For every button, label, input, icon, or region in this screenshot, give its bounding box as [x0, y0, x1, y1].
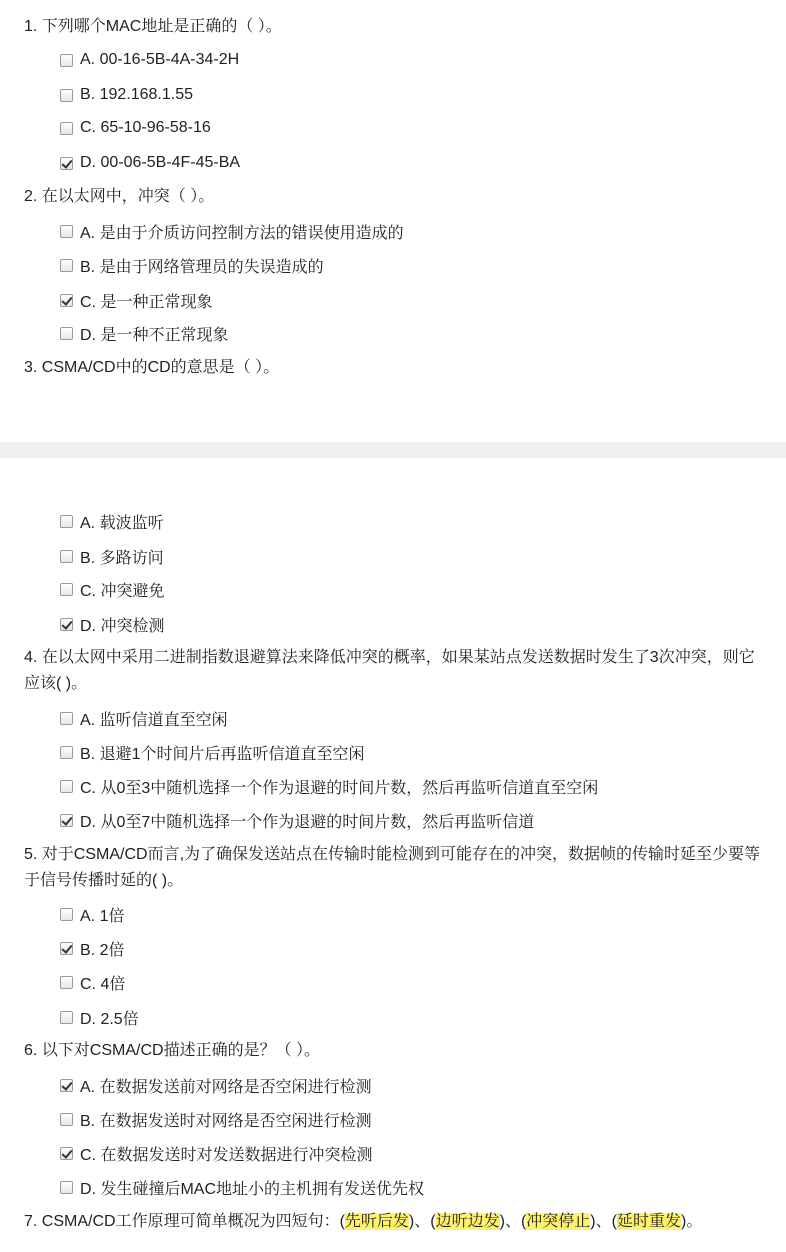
option-label: C. 65-10-96-58-16	[80, 119, 211, 136]
checkbox[interactable]	[60, 54, 73, 67]
q6-option-b[interactable]	[60, 1108, 372, 1130]
q7-answer-3: 冲突停止	[526, 1213, 591, 1230]
q3-option-d[interactable]	[60, 613, 164, 635]
q6-option-d[interactable]	[60, 1176, 424, 1198]
q5-option-d[interactable]	[60, 1006, 139, 1028]
option-label: B. 多路访问	[80, 549, 164, 567]
page-divider	[0, 442, 786, 458]
option-label: D. 冲突检测	[80, 617, 165, 635]
question-3-stem: 3. CSMA/CD中的CD的意思是（ ）。	[24, 359, 280, 376]
option-label: A. 1倍	[80, 907, 125, 925]
question-5-stem: 5. 对于CSMA/CD而言,为了确保发送站点在传输时能检测到可能存在的冲突，数据帧的传输时延至少要等于信号传播时延的( )。	[24, 846, 761, 889]
q5-option-c[interactable]	[60, 971, 125, 993]
question-6-stem: 6. 以下对CSMA/CD描述正确的是？（ ）。	[24, 1042, 321, 1059]
option-label: C. 冲突避免	[80, 582, 165, 600]
checkbox-checked[interactable]	[60, 1147, 73, 1160]
checkbox[interactable]	[60, 515, 73, 528]
question-7-stem	[24, 1209, 768, 1235]
q1-option-d[interactable]	[60, 152, 240, 174]
q2-option-b[interactable]	[60, 254, 324, 276]
q7-answer-2: 边听边发	[435, 1213, 500, 1230]
checkbox[interactable]	[60, 908, 73, 921]
q3-option-c[interactable]	[60, 578, 164, 600]
checkbox-checked[interactable]	[60, 618, 73, 631]
q6-option-a[interactable]	[60, 1074, 372, 1096]
option-label: A. 是由于介质访问控制方法的错误使用造成的	[80, 224, 404, 242]
option-label: B. 是由于网络管理员的失误造成的	[80, 258, 324, 276]
q7-prefix: 7. CSMA/CD工作原理可简单概况为四短句：(	[24, 1213, 345, 1230]
option-label: A. 00-16-5B-4A-34-2H	[80, 51, 240, 68]
q4-option-d[interactable]	[60, 809, 534, 831]
checkbox-checked[interactable]	[60, 942, 73, 955]
checkbox-checked[interactable]	[60, 1079, 73, 1092]
checkbox-checked[interactable]	[60, 294, 73, 307]
option-label: C. 4倍	[80, 975, 126, 993]
q2-option-c[interactable]	[60, 289, 212, 311]
q7-separator: )、(	[408, 1213, 436, 1230]
option-label: D. 2.5倍	[80, 1010, 139, 1028]
q4-option-c[interactable]	[60, 775, 598, 797]
option-label: C. 是一种正常现象	[80, 293, 213, 311]
q6-option-c[interactable]	[60, 1142, 372, 1164]
option-label: D. 从0至7中随机选择一个作为退避的时间片数，然后再监听信道	[80, 813, 535, 831]
q7-separator: )、(	[499, 1213, 527, 1230]
question-2-stem: 2. 在以太网中，冲突（ ）。	[24, 188, 215, 205]
option-label: B. 2倍	[80, 941, 125, 959]
q3-option-a[interactable]	[60, 510, 164, 532]
checkbox[interactable]	[60, 976, 73, 989]
q2-option-d[interactable]	[60, 322, 228, 344]
q7-separator: )、(	[590, 1213, 617, 1230]
q5-option-b[interactable]	[60, 937, 124, 959]
option-label: C. 从0至3中随机选择一个作为退避的时间片数，然后再监听信道直至空闲	[80, 779, 599, 797]
q2-option-a[interactable]	[60, 220, 404, 242]
option-label: D. 是一种不正常现象	[80, 326, 229, 344]
q4-option-b[interactable]	[60, 741, 364, 763]
option-label: D. 00-06-5B-4F-45-BA	[80, 154, 241, 171]
q7-answer-1: 先听后发	[344, 1213, 409, 1230]
checkbox-checked[interactable]	[60, 814, 73, 827]
checkbox[interactable]	[60, 327, 73, 340]
option-label: B. 退避1个时间片后再监听信道直至空闲	[80, 745, 365, 763]
checkbox[interactable]	[60, 712, 73, 725]
option-label: B. 192.168.1.55	[80, 86, 193, 103]
q1-option-c[interactable]	[60, 117, 211, 139]
checkbox[interactable]	[60, 746, 73, 759]
q3-option-b[interactable]	[60, 545, 164, 567]
q1-option-b[interactable]	[60, 84, 193, 106]
question-1-stem: 1. 下列哪个MAC地址是正确的（ ）。	[24, 18, 282, 35]
checkbox[interactable]	[60, 550, 73, 563]
option-label: A. 载波监听	[80, 514, 164, 532]
q4-option-a[interactable]	[60, 707, 228, 729]
checkbox[interactable]	[60, 780, 73, 793]
option-label: A. 监听信道直至空闲	[80, 711, 228, 729]
q1-option-a[interactable]	[60, 49, 239, 71]
q7-answer-4: 延时重发	[616, 1213, 681, 1230]
checkbox[interactable]	[60, 1113, 73, 1126]
q7-suffix: )。	[680, 1213, 703, 1230]
option-label: C. 在数据发送时对发送数据进行冲突检测	[80, 1146, 373, 1164]
q5-option-a[interactable]	[60, 903, 124, 925]
option-label: A. 在数据发送前对网络是否空闲进行检测	[80, 1078, 372, 1096]
checkbox[interactable]	[60, 1011, 73, 1024]
checkbox[interactable]	[60, 89, 73, 102]
option-label: D. 发生碰撞后MAC地址小的主机拥有发送优先权	[80, 1180, 425, 1198]
checkbox[interactable]	[60, 225, 73, 238]
checkbox[interactable]	[60, 122, 73, 135]
checkbox[interactable]	[60, 259, 73, 272]
checkbox[interactable]	[60, 583, 73, 596]
checkbox-checked[interactable]	[60, 157, 73, 170]
question-4-stem: 4. 在以太网中采用二进制指数退避算法来降低冲突的概率，如果某站点发送数据时发生了3次冲突，则它应该( )。	[24, 649, 755, 692]
checkbox[interactable]	[60, 1181, 73, 1194]
option-label: B. 在数据发送时对网络是否空闲进行检测	[80, 1112, 372, 1130]
